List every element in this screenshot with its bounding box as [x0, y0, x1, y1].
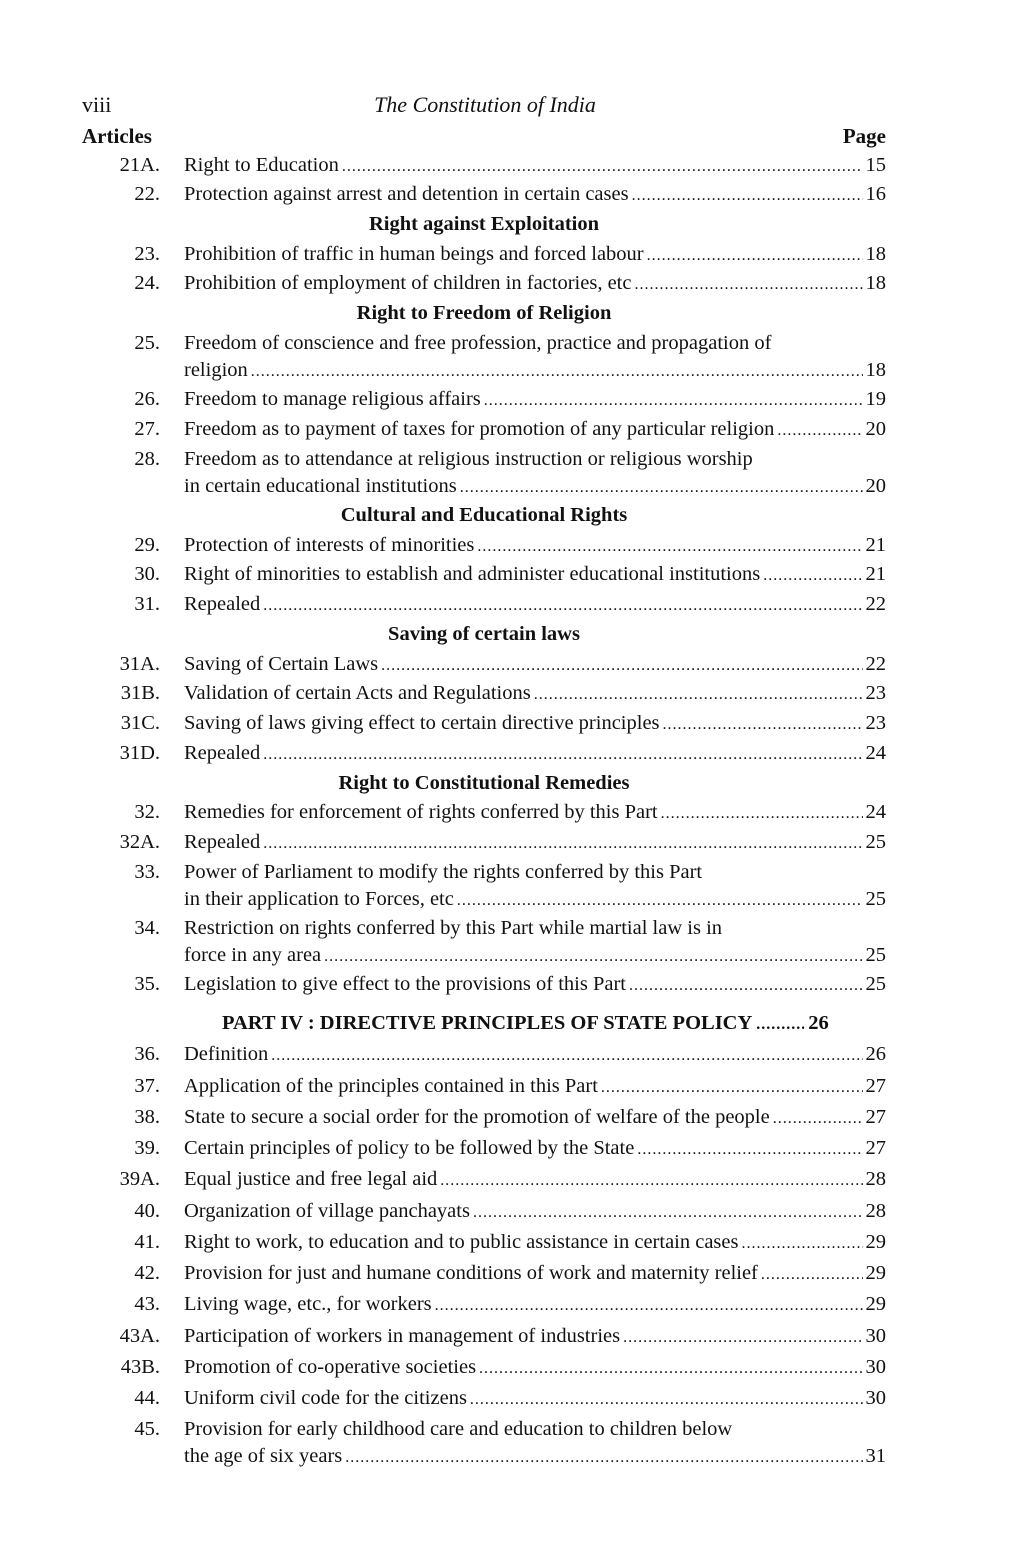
article-number: 23. — [134, 243, 160, 265]
title-line — [184, 181, 886, 208]
title-text: Participation of workers in management of industries — [184, 1325, 621, 1347]
page-ref: 30 — [865, 1387, 886, 1409]
page-ref: 30 — [865, 1356, 886, 1378]
page-ref: 25 — [865, 944, 886, 966]
article-title — [184, 416, 886, 443]
article-title — [184, 181, 886, 208]
page-ref: 25 — [865, 888, 886, 910]
title-line — [184, 561, 886, 588]
title-line — [184, 241, 886, 268]
article-number: 43A. — [119, 1325, 160, 1347]
page-number: viii — [82, 92, 112, 117]
title-text: Saving of laws giving effect to certain directive principles — [184, 712, 660, 734]
page-ref: 23 — [865, 682, 886, 704]
dot-leader — [661, 799, 863, 827]
dot-leader — [634, 270, 862, 298]
title-text: Repealed — [184, 593, 261, 615]
title-text: Definition — [184, 1043, 269, 1065]
page-ref: 22 — [865, 593, 886, 615]
article-title — [184, 270, 886, 297]
title-text: Certain principles of policy to be followed by the State — [184, 1137, 635, 1159]
page-ref: 25 — [865, 831, 886, 853]
dot-leader — [251, 357, 863, 385]
title-text: Right to Education — [184, 154, 339, 176]
page-ref: 18 — [865, 359, 886, 381]
dot-leader — [457, 886, 863, 914]
article-number: 37. — [134, 1075, 160, 1097]
title-line — [184, 651, 886, 678]
title-text: Repealed — [184, 831, 261, 853]
title-line — [184, 270, 886, 297]
article-title — [184, 1385, 886, 1412]
title-line — [184, 473, 886, 500]
article-title — [184, 829, 886, 856]
article-title — [184, 591, 886, 618]
dot-leader — [345, 1443, 862, 1471]
title-text: in certain educational institutions — [184, 475, 457, 497]
title-text: Application of the principles contained in this Part — [184, 1075, 598, 1097]
title-text: Freedom to manage religious affairs — [184, 388, 481, 410]
title-line — [184, 1385, 886, 1412]
title-line — [184, 1416, 886, 1443]
article-number: 34. — [134, 917, 160, 939]
article-number: 36. — [134, 1043, 160, 1065]
page-ref: 26 — [808, 1012, 829, 1034]
title-text: State to secure a social order for the promotion of welfare of the people — [184, 1106, 770, 1128]
title-line — [184, 942, 886, 969]
title-line — [184, 710, 886, 737]
dot-leader — [623, 1323, 862, 1351]
dot-leader — [601, 1073, 863, 1101]
title-text: Saving of Certain Laws — [184, 653, 379, 675]
article-title — [184, 1073, 886, 1100]
title-text: Legislation to give effect to the provisions of this Part — [184, 973, 627, 995]
article-title — [184, 915, 886, 969]
title-line — [184, 1166, 886, 1193]
article-number: 31A. — [119, 653, 160, 675]
article-title — [184, 1323, 886, 1350]
title-line — [184, 446, 886, 473]
article-title — [184, 1416, 886, 1470]
article-title — [184, 859, 886, 913]
article-number: 39. — [134, 1137, 160, 1159]
page-ref: 18 — [865, 243, 886, 265]
page-ref: 19 — [865, 388, 886, 410]
article-title — [184, 651, 886, 678]
dot-leader — [435, 1291, 863, 1319]
dot-leader — [777, 416, 862, 444]
article-number: 31C. — [120, 712, 160, 734]
article-number: 27. — [134, 418, 160, 440]
page-ref: 21 — [865, 563, 886, 585]
title-text: Freedom as to payment of taxes for promotion of any particular religion — [184, 418, 775, 440]
title-text: Restriction on rights conferred by this Part while martial law is in — [184, 917, 723, 939]
title-line — [184, 1041, 886, 1068]
page-ref: 27 — [865, 1137, 886, 1159]
dot-leader — [629, 971, 862, 999]
title-text: Prohibition of employment of children in factories, etc — [184, 272, 632, 294]
title-text: Power of Parliament to modify the rights conferred by this Part — [184, 861, 703, 883]
dot-leader — [761, 1260, 863, 1288]
title-text: Prohibition of traffic in human beings and forced labour — [184, 243, 644, 265]
title-line — [184, 1260, 886, 1287]
page-ref: 29 — [865, 1262, 886, 1284]
page-ref: 28 — [865, 1168, 886, 1190]
title-line — [184, 532, 886, 559]
page-column-header: Page — [842, 124, 886, 148]
section-heading: Right against Exploitation — [368, 213, 600, 235]
page-ref: 15 — [865, 154, 886, 176]
article-title — [184, 1354, 886, 1381]
dot-leader — [479, 1354, 862, 1382]
page-ref: 28 — [865, 1200, 886, 1222]
article-title — [184, 1041, 886, 1068]
title-line — [184, 799, 886, 826]
title-text: Right to work, to education and to public assistance in certain cases — [184, 1231, 739, 1253]
article-number: 31. — [134, 593, 160, 615]
article-number: 45. — [134, 1418, 160, 1440]
dot-leader — [324, 942, 862, 970]
title-text: force in any area — [184, 944, 322, 966]
dot-leader — [477, 532, 862, 560]
article-number: 32A. — [119, 831, 160, 853]
title-line — [184, 1323, 886, 1350]
book-title: The Constitution of India — [374, 92, 596, 117]
dot-leader — [263, 740, 862, 768]
dot-leader — [342, 152, 863, 180]
title-line — [184, 1198, 886, 1225]
page-ref: 31 — [865, 1445, 886, 1467]
page-ref: 24 — [865, 801, 886, 823]
article-number: 26. — [134, 388, 160, 410]
page-ref: 23 — [865, 712, 886, 734]
dot-leader — [473, 1198, 863, 1226]
title-line — [184, 591, 886, 618]
article-title — [184, 710, 886, 737]
title-line — [184, 386, 886, 413]
page-ref: 18 — [865, 272, 886, 294]
page-ref: 20 — [865, 475, 886, 497]
title-line — [184, 1354, 886, 1381]
title-line — [184, 1229, 886, 1256]
title-line — [184, 330, 886, 357]
section-heading: Right to Constitutional Remedies — [338, 772, 630, 794]
title-text: Equal justice and free legal aid — [184, 1168, 438, 1190]
article-title — [184, 1260, 886, 1287]
article-title — [184, 561, 886, 588]
dot-leader — [756, 1010, 804, 1038]
part-title: PART IV : DIRECTIVE PRINCIPLES OF STATE POLICY — [222, 1012, 753, 1034]
dot-leader — [484, 386, 863, 414]
article-number: 38. — [134, 1106, 160, 1128]
title-text: Repealed — [184, 742, 261, 764]
dot-leader — [534, 680, 863, 708]
page-ref: 26 — [865, 1043, 886, 1065]
title-line — [184, 1135, 886, 1162]
article-title — [184, 971, 886, 998]
article-title — [184, 446, 886, 500]
title-text: Validation of certain Acts and Regulations — [184, 682, 531, 704]
article-number: 30. — [134, 563, 160, 585]
article-number: 31D. — [119, 742, 160, 764]
title-text: in their application to Forces, etc — [184, 888, 454, 910]
title-text: Protection against arrest and detention in certain cases — [184, 183, 629, 205]
article-number: 43B. — [120, 1356, 160, 1378]
article-number: 39A. — [119, 1168, 160, 1190]
article-number: 40. — [134, 1200, 160, 1222]
article-title — [184, 1229, 886, 1256]
title-text: Protection of interests of minorities — [184, 534, 475, 556]
page-ref: 24 — [865, 742, 886, 764]
article-number: 41. — [134, 1231, 160, 1253]
article-number: 35. — [134, 973, 160, 995]
page-ref: 21 — [865, 534, 886, 556]
page-ref: 29 — [865, 1293, 886, 1315]
title-line — [184, 680, 886, 707]
page-ref: 29 — [865, 1231, 886, 1253]
title-line — [184, 740, 886, 767]
article-title — [184, 152, 886, 179]
article-title — [184, 241, 886, 268]
article-title — [184, 680, 886, 707]
title-text: Uniform civil code for the citizens — [184, 1387, 467, 1409]
title-text: Living wage, etc., for workers — [184, 1293, 432, 1315]
article-title — [184, 1104, 886, 1131]
title-text: Provision for just and humane conditions of work and maternity relief — [184, 1262, 758, 1284]
section-heading: Cultural and Educational Rights — [340, 504, 628, 526]
title-text: Freedom of conscience and free profession, practice and propagation of — [184, 332, 772, 354]
dot-leader — [263, 829, 862, 857]
title-line — [184, 971, 886, 998]
dot-leader — [663, 710, 863, 738]
title-line — [184, 1291, 886, 1318]
dot-leader — [632, 181, 863, 209]
dot-leader — [271, 1041, 862, 1069]
title-line — [184, 357, 886, 384]
article-number: 42. — [134, 1262, 160, 1284]
article-title — [184, 386, 886, 413]
page-ref: 25 — [865, 973, 886, 995]
title-text: Right of minorities to establish and administer educational institutions — [184, 563, 761, 585]
title-text: the age of six years — [184, 1445, 343, 1467]
title-text: Promotion of co-operative societies — [184, 1356, 477, 1378]
title-text: Freedom as to attendance at religious instruction or religious worship — [184, 448, 753, 470]
title-line — [184, 829, 886, 856]
article-number: 32. — [134, 801, 160, 823]
article-number: 28. — [134, 448, 160, 470]
dot-leader — [263, 591, 862, 619]
title-line — [184, 416, 886, 443]
article-number: 33. — [134, 861, 160, 883]
article-number: 21A. — [119, 154, 160, 176]
title-line — [184, 1073, 886, 1100]
article-number: 24. — [134, 272, 160, 294]
article-title — [184, 1198, 886, 1225]
section-heading: Right to Freedom of Religion — [356, 302, 612, 324]
title-line — [184, 886, 886, 913]
articles-column-header: Articles — [82, 124, 152, 148]
article-number: 22. — [134, 183, 160, 205]
article-title — [184, 330, 886, 384]
article-number: 29. — [134, 534, 160, 556]
dot-leader — [763, 561, 862, 589]
article-title — [184, 740, 886, 767]
title-line — [184, 152, 886, 179]
page-ref: 22 — [865, 653, 886, 675]
title-line — [184, 915, 886, 942]
dot-leader — [647, 241, 863, 269]
page-ref: 27 — [865, 1106, 886, 1128]
page-ref: 20 — [865, 418, 886, 440]
article-number: 43. — [134, 1293, 160, 1315]
dot-leader — [381, 651, 862, 679]
dot-leader — [773, 1104, 863, 1132]
page-ref: 16 — [865, 183, 886, 205]
dot-leader — [742, 1229, 863, 1257]
title-text: Remedies for enforcement of rights conferred by this Part — [184, 801, 658, 823]
dot-leader — [470, 1385, 863, 1413]
article-title — [184, 532, 886, 559]
article-number: 44. — [134, 1387, 160, 1409]
article-title — [184, 1291, 886, 1318]
article-title — [184, 799, 886, 826]
article-number: 25. — [134, 332, 160, 354]
title-text: Provision for early childhood care and education to children below — [184, 1418, 733, 1440]
article-title — [184, 1135, 886, 1162]
dot-leader — [440, 1166, 862, 1194]
article-title — [184, 1166, 886, 1193]
part-heading — [222, 1010, 886, 1038]
dot-leader — [460, 473, 863, 501]
title-line — [184, 1443, 886, 1470]
page-ref: 30 — [865, 1325, 886, 1347]
dot-leader — [637, 1135, 862, 1163]
page-ref: 27 — [865, 1075, 886, 1097]
title-line — [184, 1104, 886, 1131]
title-line — [184, 859, 886, 886]
title-text: religion — [184, 359, 248, 381]
title-text: Organization of village panchayats — [184, 1200, 470, 1222]
article-number: 31B. — [120, 682, 160, 704]
section-heading: Saving of certain laws — [388, 623, 580, 645]
